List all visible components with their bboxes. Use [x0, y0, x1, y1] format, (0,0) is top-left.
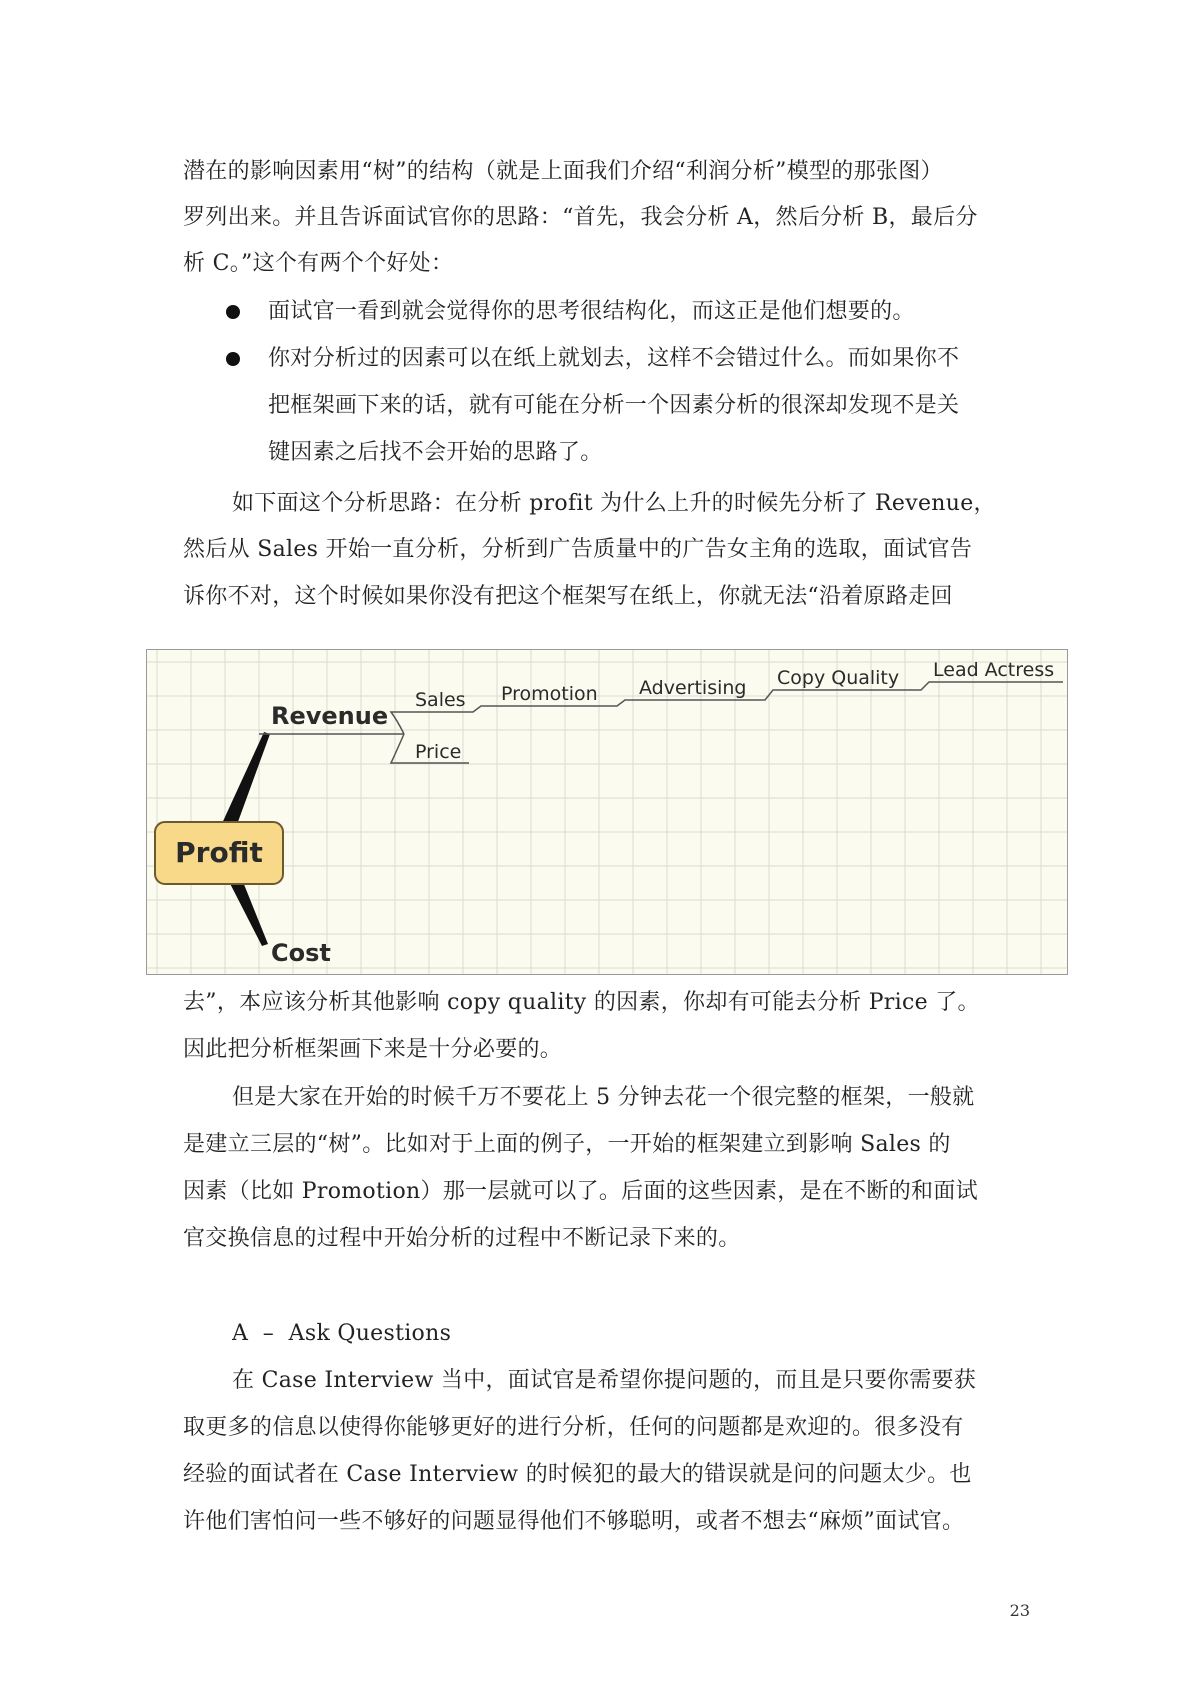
- cost-label: Cost: [271, 939, 331, 967]
- bullet-item: 键因素之后找不会开始的思路了。: [268, 440, 603, 465]
- paragraph-line: 但是大家在开始的时候千万不要花上 5 分钟去花一个很完整的框架，一般就: [232, 1085, 975, 1110]
- paragraph-line: 是建立三层的“树”。比如对于上面的例子，一开始的框架建立到影响 Sales 的: [183, 1132, 951, 1157]
- sales-label: Sales: [415, 689, 466, 711]
- lead-actress-connector: [903, 682, 1063, 690]
- promotion-connector: [457, 706, 597, 712]
- sales-connector: [391, 712, 457, 734]
- section-heading: A – Ask Questions: [232, 1321, 452, 1346]
- copy-quality-label: Copy Quality: [777, 667, 900, 689]
- paragraph-line: 潜在的影响因素用“树”的结构（就是上面我们介绍“利润分析”模型的那张图）: [183, 159, 943, 184]
- bullet-item: 面试官一看到就会觉得你的思考很结构化，而这正是他们想要的。: [268, 299, 915, 324]
- paragraph-line: 因素（比如 Promotion）那一层就可以了。后面的这些因素，是在不断的和面试: [183, 1179, 978, 1204]
- paragraph-line: 如下面这个分析思路：在分析 profit 为什么上升的时候先分析了 Revenue，: [232, 491, 996, 516]
- mindmap-grid: [147, 650, 1068, 975]
- paragraph-line: 然后从 Sales 开始一直分析，分析到广告质量中的广告女主角的选取，面试官告: [183, 537, 973, 562]
- advertising-connector: [597, 700, 745, 706]
- paragraph-line: 析 C。”这个有两个个好处：: [183, 251, 454, 276]
- promotion-label: Promotion: [501, 683, 598, 705]
- bullet-icon: [226, 305, 240, 319]
- price-label: Price: [415, 741, 462, 763]
- paragraph-line: 去”，本应该分析其他影响 copy quality 的因素，你却有可能去分析 Price 了。: [183, 990, 980, 1015]
- paragraph-line: 经验的面试者在 Case Interview 的时候犯的最大的错误就是问的问题太少。也: [183, 1462, 972, 1487]
- paragraph-line: 在 Case Interview 当中，面试官是希望你提问题的，而且是只要你需要获: [232, 1368, 977, 1393]
- mindmap-figure: [146, 649, 1068, 975]
- revenue-label: Revenue: [271, 702, 389, 730]
- paragraph-line: 取更多的信息以使得你能够更好的进行分析，任何的问题都是欢迎的。很多没有: [183, 1415, 964, 1440]
- lead-actress-label: Lead Actress: [933, 659, 1055, 681]
- paragraph-line: 许他们害怕问一些不够好的问题显得他们不够聪明，或者不想去“麻烦”面试官。: [183, 1509, 965, 1534]
- paragraph-line: 罗列出来。并且告诉面试官你的思路：“首先，我会分析 A，然后分析 B，最后分: [183, 205, 978, 230]
- bullet-icon: [226, 352, 240, 366]
- paragraph-line: 因此把分析框架画下来是十分必要的。: [183, 1037, 563, 1062]
- bullet-item: 你对分析过的因素可以在纸上就划去，这样不会错过什么。而如果你不: [268, 346, 960, 371]
- page-number: 23: [1009, 1601, 1030, 1620]
- revenue-branch: [219, 732, 270, 830]
- paragraph-line: 官交换信息的过程中开始分析的过程中不断记录下来的。: [183, 1226, 741, 1251]
- bullet-item: 把框架画下来的话，就有可能在分析一个因素分析的很深却发现不是关: [268, 393, 960, 418]
- paragraph-line: 诉你不对，这个时候如果你没有把这个框架写在纸上，你就无法“沿着原路走回: [183, 584, 953, 609]
- profit-label: Profit: [175, 836, 263, 869]
- advertising-label: Advertising: [639, 677, 747, 699]
- mindmap-svg: [147, 650, 1068, 975]
